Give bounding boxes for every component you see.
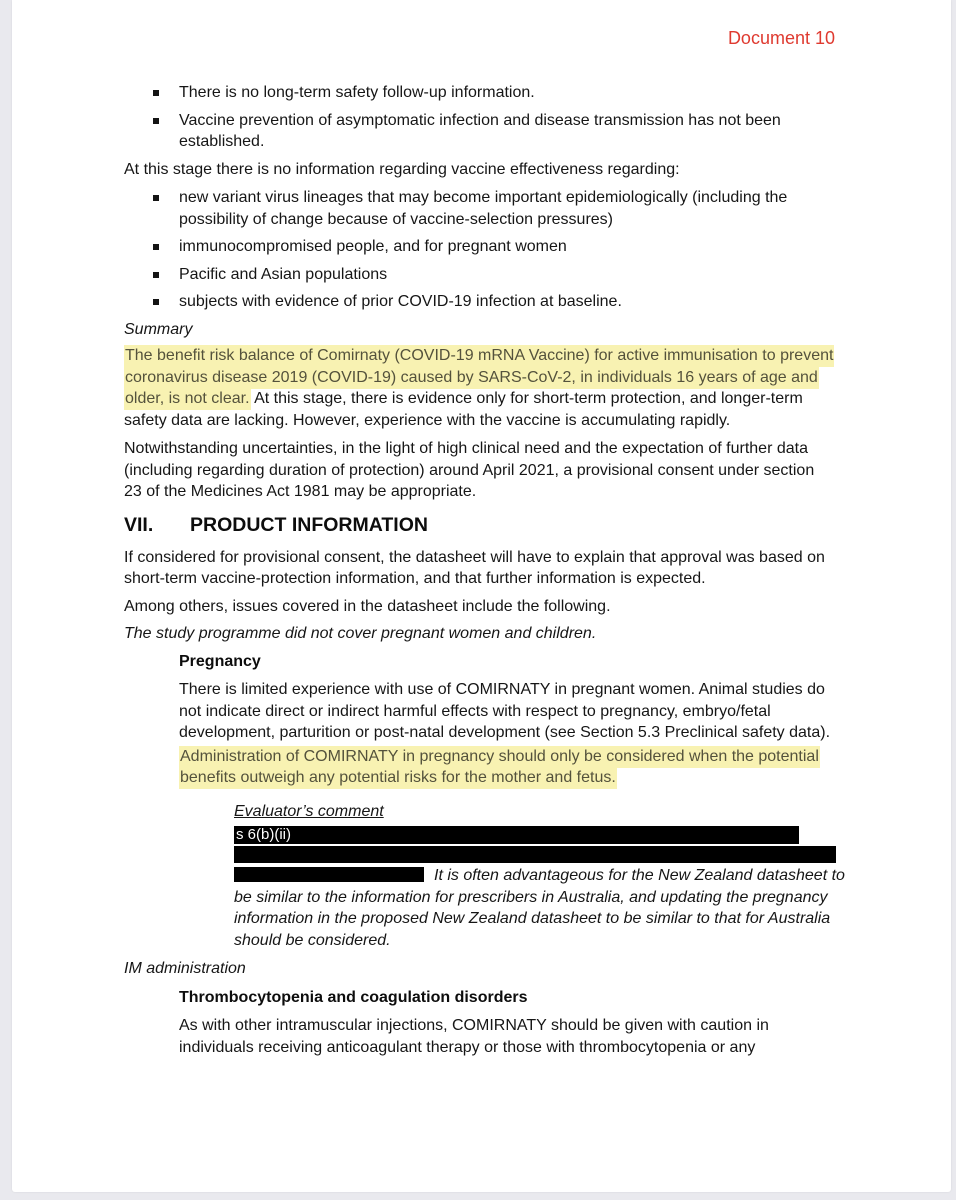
list-item-text: subjects with evidence of prior COVID-19 infection at baseline. [179, 293, 622, 310]
section-vii-heading [124, 513, 951, 537]
redaction-section-label: s 6(b)(ii) [236, 826, 291, 843]
list-item [153, 110, 951, 153]
document-page [12, 0, 951, 1192]
summary-paragraph [124, 345, 834, 431]
highlighted-text: The benefit risk balance of Comirnaty (COVID-19 mRNA Vaccine) for active immunisation to prevent coronavirus disease 2019 (COVID-19) caused by SARS-CoV-2, in individuals 16 years of age and older, is not clear. [124, 345, 834, 410]
redaction-bar [234, 867, 424, 882]
document-number-label: Document 10 [727, 28, 835, 48]
pregnancy-heading: Pregnancy [179, 652, 261, 670]
list-item [153, 264, 951, 286]
evaluator-comment-text: It is often advantageous for the New Zealand datasheet to be similar to the information for prescribers in Australia, and updating the pregnancy information in the proposed New Zealand datasheet to be similar to that for Australia should be considered. [234, 867, 845, 949]
list-item-text: new variant virus lineages that may become important epidemiologically (including the possibility of change because of vaccine-selection pressures) [179, 189, 788, 228]
list-item-text: Pacific and Asian populations [179, 265, 388, 283]
evaluator-comment-paragraph [234, 865, 852, 951]
redaction-bar [234, 826, 799, 844]
pregnancy-highlight-paragraph [179, 746, 837, 789]
list-item-text: There is no long-term safety follow-up information. [179, 84, 535, 101]
bullet-square-icon [153, 195, 159, 201]
document-content [12, 0, 951, 1058]
note-study-programme: The study programme did not cover pregnant women and children. [124, 625, 597, 642]
redaction-bar [234, 846, 836, 863]
list-item-text: immunocompromised people, and for pregnant women [179, 238, 567, 255]
thrombocytopenia-heading: Thrombocytopenia and coagulation disorders [179, 988, 528, 1006]
section-number: VII. [124, 513, 154, 536]
section-title: PRODUCT INFORMATION [190, 513, 428, 536]
bullet-square-icon [153, 90, 159, 96]
bullet-square-icon [153, 244, 159, 250]
paragraph-effectiveness-intro: At this stage there is no information regarding vaccine effectiveness regarding: [124, 160, 680, 178]
im-administration-heading: IM administration [124, 960, 246, 977]
list-item [153, 187, 951, 230]
paragraph-provisional-consent: Notwithstanding uncertainties, in the light of high clinical need and the expectation of further data (including regarding duration of protection) around April 2021, a provisional consent under section 23 of the Medicines Act 1981 may be appropriate. [124, 440, 815, 500]
list-item [153, 82, 951, 104]
thrombocytopenia-paragraph: As with other intramuscular injections, COMIRNATY should be given with caution in individuals receiving anticoagulant therapy or those with thrombocytopenia or any [179, 1017, 769, 1056]
list-item [153, 236, 951, 258]
paragraph-among-others: Among others, issues covered in the datasheet include the following. [124, 597, 611, 615]
bullet-square-icon [153, 272, 159, 278]
summary-paragraph-rest: At this stage, there is evidence only for short-term protection, and longer-term safety data are lacking. However, experience with the vaccine is accumulating rapidly. [124, 390, 803, 429]
summary-heading: Summary [124, 320, 193, 338]
bullet-square-icon [153, 299, 159, 305]
pregnancy-paragraph: There is limited experience with use of COMIRNATY in pregnant women. Animal studies do not indicate direct or indirect harmful effects with respect to pregnancy, embryo/fetal development, parturition or post-natal development (see Section 5.3 Preclinical safety data). [179, 681, 831, 741]
evaluator-comment-heading: Evaluator’s comment [234, 802, 384, 820]
bullet-square-icon [153, 118, 159, 124]
list-item-text: Vaccine prevention of asymptomatic infection and disease transmission has not been established. [179, 111, 781, 150]
highlighted-text: Administration of COMIRNATY in pregnancy should only be considered when the potential benefits outweigh any potential risks for the mother and fetus. [179, 746, 820, 790]
list-item [153, 291, 951, 313]
paragraph-datasheet-explain: If considered for provisional consent, the datasheet will have to explain that approval was based on short-term vaccine-protection information, and that further information is expected. [124, 548, 825, 587]
